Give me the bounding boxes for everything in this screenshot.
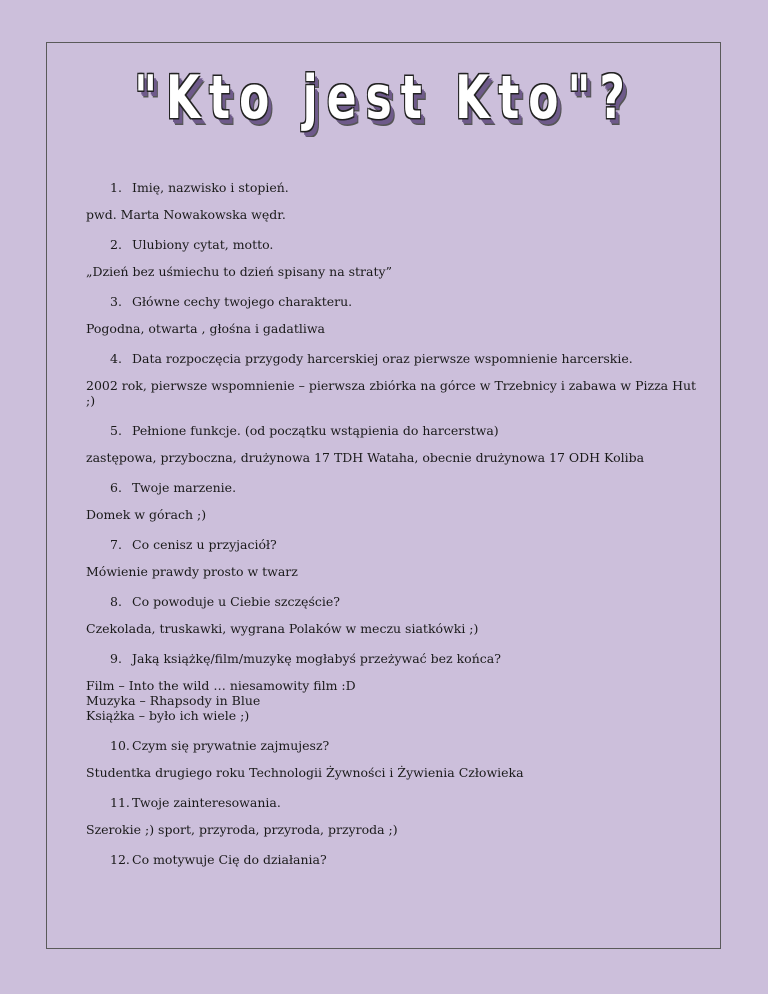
question-6	[110, 479, 706, 496]
question-11	[110, 794, 706, 811]
question-9	[110, 650, 706, 667]
answer-3: Pogodna, otwarta , głośna i gadatliwa	[86, 321, 326, 336]
question-7	[110, 536, 706, 553]
question-text: Data rozpoczęcia przygody harcerskiej oraz pierwsze wspomnienie harcerskie.	[132, 351, 633, 366]
question-10	[110, 737, 706, 754]
question-text: Co cenisz u przyjaciół?	[132, 537, 277, 552]
answer-4: 2002 rok, pierwsze wspomnienie – pierwsza zbiórka na górce w Trzebnicy i zabawa w Pizza Hut ;)	[86, 378, 697, 408]
question-number: 2.	[110, 237, 122, 252]
question-text: Czym się prywatnie zajmujesz?	[132, 738, 330, 753]
question-number: 3.	[110, 294, 122, 309]
answer-5: zastępowa, przyboczna, drużynowa 17 TDH Wataha, obecnie drużynowa 17 ODH Koliba	[86, 450, 645, 465]
question-1	[110, 179, 706, 196]
answer-1: pwd. Marta Nowakowska wędr.	[86, 207, 286, 222]
question-number: 6.	[110, 480, 122, 495]
question-8	[110, 593, 706, 610]
answer-6: Domek w górach ;)	[86, 507, 207, 522]
answer-2: „Dzień bez uśmiechu to dzień spisany na straty”	[86, 264, 392, 279]
answer-7: Mówienie prawdy prosto w twarz	[86, 564, 298, 579]
answer-9: Film – Into the wild … niesamowity film :D Muzyka – Rhapsody in Blue Książka – było ich wiele ;)	[86, 678, 356, 723]
question-text: Twoje marzenie.	[132, 480, 237, 495]
question-number: 12.	[110, 852, 130, 867]
answer-8: Czekolada, truskawki, wygrana Polaków w meczu siatkówki ;)	[86, 621, 479, 636]
question-number: 4.	[110, 351, 122, 366]
question-number: 9.	[110, 651, 122, 666]
questionnaire	[86, 179, 706, 882]
question-text: Twoje zainteresowania.	[132, 795, 281, 810]
question-number: 11.	[110, 795, 130, 810]
question-2	[110, 236, 706, 253]
question-3	[110, 293, 706, 310]
answer-10: Studentka drugiego roku Technologii Żywności i Żywienia Człowieka	[86, 765, 524, 780]
question-text: Co powoduje u Ciebie szczęście?	[132, 594, 340, 609]
question-number: 1.	[110, 180, 122, 195]
question-number: 5.	[110, 423, 122, 438]
question-number: 8.	[110, 594, 122, 609]
question-text: Co motywuje Cię do działania?	[132, 852, 327, 867]
question-text: Imię, nazwisko i stopień.	[132, 180, 289, 195]
question-number: 10.	[110, 738, 130, 753]
question-text: Pełnione funkcje. (od początku wstąpienia do harcerstwa)	[132, 423, 499, 438]
question-text: Ulubiony cytat, motto.	[132, 237, 274, 252]
question-text: Główne cechy twojego charakteru.	[132, 294, 353, 309]
page-title: "Kto jest Kto"?	[134, 64, 634, 133]
question-text: Jaką książkę/film/muzykę mogłabyś przeżywać bez końca?	[132, 651, 501, 666]
question-number: 7.	[110, 537, 122, 552]
answer-11: Szerokie ;) sport, przyroda, przyroda, przyroda ;)	[86, 822, 398, 837]
question-4	[110, 350, 706, 367]
question-5	[110, 422, 706, 439]
question-12	[110, 851, 706, 868]
